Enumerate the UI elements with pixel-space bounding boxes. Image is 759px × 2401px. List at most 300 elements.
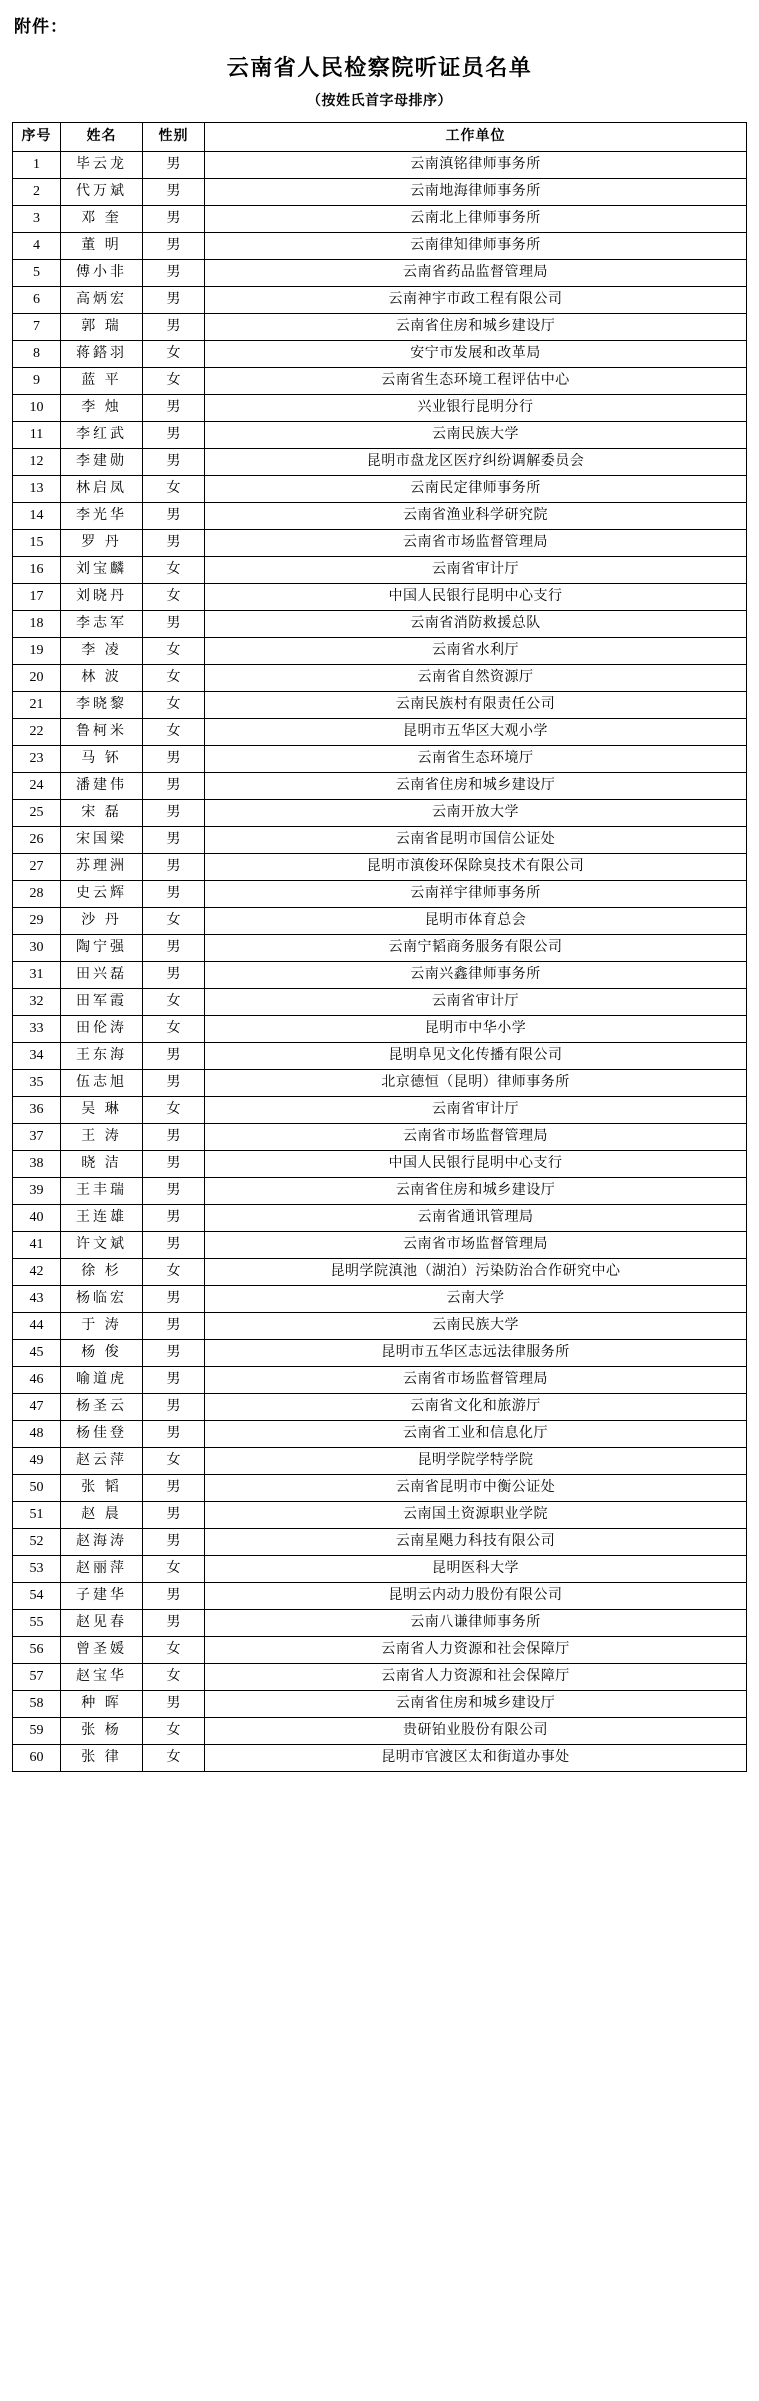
cell-name: 徐 杉 — [61, 1259, 143, 1286]
attachment-label: 附件： — [14, 17, 68, 36]
cell-organization: 云南神宇市政工程有限公司 — [205, 287, 747, 314]
cell-organization: 云南星飓力科技有限公司 — [205, 1529, 747, 1556]
cell-name: 晓 洁 — [61, 1151, 143, 1178]
cell-sex: 男 — [143, 773, 205, 800]
cell-name: 宋 磊 — [61, 800, 143, 827]
cell-organization: 云南省审计厅 — [205, 1097, 747, 1124]
cell-organization: 云南兴鑫律师事务所 — [205, 962, 747, 989]
table-row — [13, 1745, 747, 1772]
table-row — [13, 1151, 747, 1178]
cell-name: 田兴磊 — [61, 962, 143, 989]
table-row — [13, 773, 747, 800]
table-row — [13, 1637, 747, 1664]
cell-name: 于 涛 — [61, 1313, 143, 1340]
cell-index: 5 — [13, 260, 61, 287]
cell-index: 14 — [13, 503, 61, 530]
cell-sex: 女 — [143, 1259, 205, 1286]
cell-index: 24 — [13, 773, 61, 800]
cell-organization: 云南省生态环境工程评估中心 — [205, 368, 747, 395]
cell-organization: 云南开放大学 — [205, 800, 747, 827]
cell-sex: 男 — [143, 935, 205, 962]
cell-sex: 男 — [143, 881, 205, 908]
table-row — [13, 341, 747, 368]
cell-sex: 女 — [143, 1718, 205, 1745]
cell-index: 53 — [13, 1556, 61, 1583]
cell-index: 45 — [13, 1340, 61, 1367]
cell-organization: 云南省渔业科学研究院 — [205, 503, 747, 530]
cell-index: 16 — [13, 557, 61, 584]
cell-name: 傅小非 — [61, 260, 143, 287]
cell-sex: 女 — [143, 1664, 205, 1691]
cell-index: 55 — [13, 1610, 61, 1637]
cell-organization: 云南省水利厅 — [205, 638, 747, 665]
cell-name: 沙 丹 — [61, 908, 143, 935]
cell-index: 54 — [13, 1583, 61, 1610]
cell-index: 4 — [13, 233, 61, 260]
cell-index: 11 — [13, 422, 61, 449]
cell-organization: 云南国土资源职业学院 — [205, 1502, 747, 1529]
cell-index: 20 — [13, 665, 61, 692]
table-row — [13, 260, 747, 287]
cell-organization: 安宁市发展和改革局 — [205, 341, 747, 368]
cell-sex: 女 — [143, 476, 205, 503]
cell-index: 42 — [13, 1259, 61, 1286]
cell-name: 鲁柯米 — [61, 719, 143, 746]
cell-name: 吴 琳 — [61, 1097, 143, 1124]
cell-name: 苏理洲 — [61, 854, 143, 881]
cell-name: 杨圣云 — [61, 1394, 143, 1421]
table-row — [13, 1691, 747, 1718]
cell-organization: 云南省市场监督管理局 — [205, 1232, 747, 1259]
cell-organization: 云南省住房和城乡建设厅 — [205, 1178, 747, 1205]
cell-index: 35 — [13, 1070, 61, 1097]
cell-index: 32 — [13, 989, 61, 1016]
table-row — [13, 530, 747, 557]
cell-index: 49 — [13, 1448, 61, 1475]
table-row — [13, 692, 747, 719]
table-row — [13, 1016, 747, 1043]
cell-sex: 男 — [143, 1583, 205, 1610]
cell-organization: 云南八谦律师事务所 — [205, 1610, 747, 1637]
cell-organization: 兴业银行昆明分行 — [205, 395, 747, 422]
table-row — [13, 935, 747, 962]
cell-index: 6 — [13, 287, 61, 314]
cell-organization: 云南大学 — [205, 1286, 747, 1313]
cell-sex: 男 — [143, 503, 205, 530]
cell-sex: 男 — [143, 206, 205, 233]
cell-name: 蒋鎝羽 — [61, 341, 143, 368]
cell-organization: 云南民族村有限责任公司 — [205, 692, 747, 719]
table-row — [13, 611, 747, 638]
cell-sex: 男 — [143, 1043, 205, 1070]
cell-sex: 男 — [143, 179, 205, 206]
cell-sex: 男 — [143, 152, 205, 179]
cell-name: 李光华 — [61, 503, 143, 530]
cell-index: 43 — [13, 1286, 61, 1313]
cell-sex: 女 — [143, 368, 205, 395]
cell-name: 杨佳登 — [61, 1421, 143, 1448]
cell-index: 57 — [13, 1664, 61, 1691]
table-row — [13, 1313, 747, 1340]
cell-name: 王 涛 — [61, 1124, 143, 1151]
cell-index: 9 — [13, 368, 61, 395]
cell-sex: 女 — [143, 341, 205, 368]
cell-sex: 男 — [143, 1367, 205, 1394]
cell-sex: 男 — [143, 1421, 205, 1448]
cell-name: 杨 俊 — [61, 1340, 143, 1367]
cell-organization: 云南省住房和城乡建设厅 — [205, 1691, 747, 1718]
cell-name: 曾圣媛 — [61, 1637, 143, 1664]
cell-name: 喻道虎 — [61, 1367, 143, 1394]
cell-sex: 男 — [143, 827, 205, 854]
cell-name: 赵见春 — [61, 1610, 143, 1637]
cell-organization: 北京德恒（昆明）律师事务所 — [205, 1070, 747, 1097]
cell-index: 7 — [13, 314, 61, 341]
cell-index: 13 — [13, 476, 61, 503]
column-header-sex: 性别 — [143, 123, 205, 152]
cell-index: 52 — [13, 1529, 61, 1556]
cell-name: 高炳宏 — [61, 287, 143, 314]
cell-organization: 云南省市场监督管理局 — [205, 530, 747, 557]
cell-sex: 男 — [143, 1205, 205, 1232]
cell-index: 37 — [13, 1124, 61, 1151]
cell-index: 47 — [13, 1394, 61, 1421]
cell-name: 赵丽萍 — [61, 1556, 143, 1583]
table-row — [13, 476, 747, 503]
cell-index: 34 — [13, 1043, 61, 1070]
table-row — [13, 638, 747, 665]
table-row — [13, 422, 747, 449]
cell-organization: 昆明市盘龙区医疗纠纷调解委员会 — [205, 449, 747, 476]
cell-name: 马 钚 — [61, 746, 143, 773]
roster-table — [12, 122, 747, 1772]
cell-index: 31 — [13, 962, 61, 989]
cell-index: 3 — [13, 206, 61, 233]
cell-name: 张 杨 — [61, 1718, 143, 1745]
cell-organization: 云南省市场监督管理局 — [205, 1124, 747, 1151]
cell-sex: 女 — [143, 1016, 205, 1043]
cell-index: 50 — [13, 1475, 61, 1502]
column-header-name: 姓名 — [61, 123, 143, 152]
cell-index: 10 — [13, 395, 61, 422]
cell-sex: 男 — [143, 1529, 205, 1556]
cell-name: 代万斌 — [61, 179, 143, 206]
cell-index: 44 — [13, 1313, 61, 1340]
cell-sex: 女 — [143, 989, 205, 1016]
cell-name: 李红武 — [61, 422, 143, 449]
cell-organization: 云南律知律师事务所 — [205, 233, 747, 260]
cell-index: 51 — [13, 1502, 61, 1529]
table-row — [13, 1340, 747, 1367]
cell-name: 张 韬 — [61, 1475, 143, 1502]
cell-organization: 中国人民银行昆明中心支行 — [205, 1151, 747, 1178]
cell-index: 19 — [13, 638, 61, 665]
cell-organization: 云南滇铭律师事务所 — [205, 152, 747, 179]
cell-index: 46 — [13, 1367, 61, 1394]
table-row — [13, 1718, 747, 1745]
cell-name: 李晓黎 — [61, 692, 143, 719]
cell-name: 田军霞 — [61, 989, 143, 1016]
cell-index: 26 — [13, 827, 61, 854]
cell-organization: 昆明市中华小学 — [205, 1016, 747, 1043]
cell-sex: 女 — [143, 1448, 205, 1475]
cell-name: 李 凌 — [61, 638, 143, 665]
table-row — [13, 1205, 747, 1232]
cell-name: 董 明 — [61, 233, 143, 260]
cell-sex: 女 — [143, 638, 205, 665]
cell-sex: 男 — [143, 1313, 205, 1340]
table-row — [13, 287, 747, 314]
cell-name: 李志军 — [61, 611, 143, 638]
cell-sex: 男 — [143, 1232, 205, 1259]
cell-organization: 昆明云内动力股份有限公司 — [205, 1583, 747, 1610]
table-row — [13, 1556, 747, 1583]
cell-organization: 云南省生态环境厅 — [205, 746, 747, 773]
cell-sex: 男 — [143, 1286, 205, 1313]
cell-name: 种 晖 — [61, 1691, 143, 1718]
table-row — [13, 233, 747, 260]
table-row — [13, 1448, 747, 1475]
cell-organization: 云南省市场监督管理局 — [205, 1367, 747, 1394]
cell-name: 田伦涛 — [61, 1016, 143, 1043]
cell-name: 张 律 — [61, 1745, 143, 1772]
cell-index: 12 — [13, 449, 61, 476]
table-row — [13, 449, 747, 476]
table-row — [13, 1124, 747, 1151]
cell-name: 李 烛 — [61, 395, 143, 422]
cell-sex: 女 — [143, 1556, 205, 1583]
cell-organization: 昆明医科大学 — [205, 1556, 747, 1583]
cell-organization: 昆明市滇俊环保除臭技术有限公司 — [205, 854, 747, 881]
cell-organization: 云南省审计厅 — [205, 557, 747, 584]
cell-organization: 云南民族大学 — [205, 422, 747, 449]
cell-index: 39 — [13, 1178, 61, 1205]
cell-name: 赵 晨 — [61, 1502, 143, 1529]
cell-sex: 男 — [143, 287, 205, 314]
cell-sex: 男 — [143, 1151, 205, 1178]
cell-organization: 贵研铂业股份有限公司 — [205, 1718, 747, 1745]
table-row — [13, 1259, 747, 1286]
cell-name: 蓝 平 — [61, 368, 143, 395]
table-header-row — [13, 123, 747, 152]
table-row — [13, 989, 747, 1016]
table-row — [13, 827, 747, 854]
cell-name: 伍志旭 — [61, 1070, 143, 1097]
cell-organization: 云南省文化和旅游厅 — [205, 1394, 747, 1421]
cell-sex: 女 — [143, 665, 205, 692]
cell-name: 郭 瑞 — [61, 314, 143, 341]
cell-organization: 云南省药品监督管理局 — [205, 260, 747, 287]
cell-organization: 云南省消防救援总队 — [205, 611, 747, 638]
cell-name: 邓 奎 — [61, 206, 143, 233]
table-row — [13, 800, 747, 827]
cell-sex: 男 — [143, 1475, 205, 1502]
table-row — [13, 1232, 747, 1259]
cell-index: 2 — [13, 179, 61, 206]
cell-index: 1 — [13, 152, 61, 179]
cell-index: 21 — [13, 692, 61, 719]
cell-index: 15 — [13, 530, 61, 557]
cell-sex: 男 — [143, 800, 205, 827]
cell-sex: 男 — [143, 1070, 205, 1097]
cell-organization: 中国人民银行昆明中心支行 — [205, 584, 747, 611]
cell-organization: 云南省人力资源和社会保障厅 — [205, 1637, 747, 1664]
table-row — [13, 881, 747, 908]
cell-sex: 女 — [143, 692, 205, 719]
cell-organization: 昆明阜见文化传播有限公司 — [205, 1043, 747, 1070]
table-row — [13, 1421, 747, 1448]
cell-sex: 男 — [143, 962, 205, 989]
cell-name: 杨临宏 — [61, 1286, 143, 1313]
table-row — [13, 962, 747, 989]
cell-name: 林 波 — [61, 665, 143, 692]
cell-index: 33 — [13, 1016, 61, 1043]
table-row — [13, 665, 747, 692]
cell-name: 陶宁强 — [61, 935, 143, 962]
cell-sex: 男 — [143, 1340, 205, 1367]
cell-organization: 云南省昆明市国信公证处 — [205, 827, 747, 854]
cell-organization: 云南地海律师事务所 — [205, 179, 747, 206]
cell-index: 22 — [13, 719, 61, 746]
table-row — [13, 1529, 747, 1556]
cell-sex: 男 — [143, 1178, 205, 1205]
cell-sex: 女 — [143, 1097, 205, 1124]
cell-organization: 云南省工业和信息化厅 — [205, 1421, 747, 1448]
cell-organization: 昆明市体育总会 — [205, 908, 747, 935]
cell-index: 23 — [13, 746, 61, 773]
table-row — [13, 152, 747, 179]
cell-organization: 昆明市官渡区太和街道办事处 — [205, 1745, 747, 1772]
cell-name: 刘晓丹 — [61, 584, 143, 611]
cell-name: 宋国梁 — [61, 827, 143, 854]
cell-index: 58 — [13, 1691, 61, 1718]
cell-sex: 男 — [143, 530, 205, 557]
cell-organization: 昆明学院学特学院 — [205, 1448, 747, 1475]
cell-sex: 男 — [143, 233, 205, 260]
cell-sex: 男 — [143, 422, 205, 449]
cell-index: 8 — [13, 341, 61, 368]
cell-sex: 男 — [143, 611, 205, 638]
cell-sex: 男 — [143, 1394, 205, 1421]
table-row — [13, 719, 747, 746]
cell-index: 27 — [13, 854, 61, 881]
table-row — [13, 395, 747, 422]
cell-sex: 女 — [143, 557, 205, 584]
cell-index: 48 — [13, 1421, 61, 1448]
table-row — [13, 1664, 747, 1691]
cell-organization: 昆明市五华区大观小学 — [205, 719, 747, 746]
table-row — [13, 746, 747, 773]
page-subtitle: （按姓氏首字母排序） — [307, 94, 452, 109]
table-row — [13, 179, 747, 206]
cell-sex: 男 — [143, 746, 205, 773]
cell-sex: 男 — [143, 260, 205, 287]
cell-organization: 昆明市五华区志远法律服务所 — [205, 1340, 747, 1367]
cell-sex: 男 — [143, 449, 205, 476]
cell-index: 56 — [13, 1637, 61, 1664]
cell-sex: 女 — [143, 584, 205, 611]
cell-name: 赵云萍 — [61, 1448, 143, 1475]
cell-organization: 云南省审计厅 — [205, 989, 747, 1016]
table-row — [13, 1610, 747, 1637]
cell-name: 王丰瑞 — [61, 1178, 143, 1205]
cell-sex: 男 — [143, 854, 205, 881]
cell-index: 41 — [13, 1232, 61, 1259]
table-row — [13, 1367, 747, 1394]
cell-sex: 女 — [143, 719, 205, 746]
cell-name: 赵海涛 — [61, 1529, 143, 1556]
table-row — [13, 206, 747, 233]
table-row — [13, 503, 747, 530]
cell-organization: 云南省昆明市中衡公证处 — [205, 1475, 747, 1502]
table-row — [13, 1286, 747, 1313]
table-row — [13, 1502, 747, 1529]
cell-index: 25 — [13, 800, 61, 827]
table-row — [13, 908, 747, 935]
table-row — [13, 584, 747, 611]
cell-organization: 云南省人力资源和社会保障厅 — [205, 1664, 747, 1691]
cell-organization: 云南祥宇律师事务所 — [205, 881, 747, 908]
table-row — [13, 1475, 747, 1502]
cell-sex: 男 — [143, 1691, 205, 1718]
cell-index: 18 — [13, 611, 61, 638]
cell-name: 罗 丹 — [61, 530, 143, 557]
cell-sex: 女 — [143, 1637, 205, 1664]
cell-name: 刘宝麟 — [61, 557, 143, 584]
cell-name: 许文斌 — [61, 1232, 143, 1259]
cell-index: 29 — [13, 908, 61, 935]
cell-sex: 男 — [143, 1502, 205, 1529]
table-row — [13, 314, 747, 341]
table-row — [13, 1583, 747, 1610]
cell-sex: 男 — [143, 314, 205, 341]
cell-name: 毕云龙 — [61, 152, 143, 179]
table-row — [13, 368, 747, 395]
cell-sex: 男 — [143, 1124, 205, 1151]
table-row — [13, 1394, 747, 1421]
table-row — [13, 1178, 747, 1205]
cell-name: 王东海 — [61, 1043, 143, 1070]
cell-name: 李建勋 — [61, 449, 143, 476]
column-header-organization: 工作单位 — [205, 123, 747, 152]
cell-index: 59 — [13, 1718, 61, 1745]
cell-index: 28 — [13, 881, 61, 908]
cell-index: 17 — [13, 584, 61, 611]
cell-organization: 云南省自然资源厅 — [205, 665, 747, 692]
cell-index: 38 — [13, 1151, 61, 1178]
cell-index: 30 — [13, 935, 61, 962]
cell-index: 40 — [13, 1205, 61, 1232]
cell-name: 赵宝华 — [61, 1664, 143, 1691]
cell-organization: 云南北上律师事务所 — [205, 206, 747, 233]
table-row — [13, 1097, 747, 1124]
table-row — [13, 1070, 747, 1097]
cell-organization: 云南宁韬商务服务有限公司 — [205, 935, 747, 962]
cell-sex: 女 — [143, 1745, 205, 1772]
cell-name: 王连雄 — [61, 1205, 143, 1232]
cell-organization: 云南省住房和城乡建设厅 — [205, 773, 747, 800]
cell-sex: 男 — [143, 1610, 205, 1637]
cell-name: 潘建伟 — [61, 773, 143, 800]
cell-organization: 云南民定律师事务所 — [205, 476, 747, 503]
cell-sex: 女 — [143, 908, 205, 935]
cell-organization: 云南省通讯管理局 — [205, 1205, 747, 1232]
cell-index: 36 — [13, 1097, 61, 1124]
cell-organization: 昆明学院滇池（湖泊）污染防治合作研究中心 — [205, 1259, 747, 1286]
cell-name: 史云辉 — [61, 881, 143, 908]
table-row — [13, 1043, 747, 1070]
cell-sex: 男 — [143, 395, 205, 422]
